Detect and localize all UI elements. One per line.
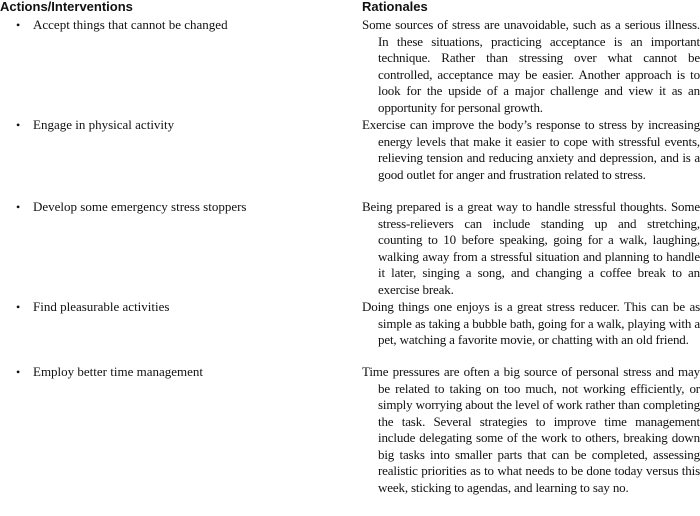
rationale-text: Doing things one enjoys is a great stress reducer. This can be as simple as taking a bubble bath, going for a walk, playing with a pet, watching a favorite movie, or chatting with an old friend. (362, 299, 700, 347)
action-text: Accept things that cannot be changed (33, 17, 228, 32)
rationale-text: Time pressures are often a big source of personal stress and may be related to taking on too much, not working efficiently, or simply worrying about the level of work rather than completing the task. Several strategies to improve time management include delegating some of the work to others, breaking down big tasks into smaller parts that can be completed, assessing realistic priorities as to what needs to be done today versus this week, sticking to agendas, and learning to say no. (362, 364, 700, 495)
bullet-icon: • (16, 365, 21, 379)
rationale-text: Exercise can improve the body’s response to stress by increasing energy levels that make it easier to cope with stressful events, relieving tension and reducing anxiety and depression, and is a good outlet for anger and frustration related to stress. (362, 117, 700, 182)
action-text: Engage in physical activity (33, 117, 175, 132)
action-text: Develop some emergency stress stoppers (33, 199, 247, 214)
bullet-icon: • (16, 300, 21, 314)
bullet-icon: • (16, 200, 21, 214)
action-text: Find pleasurable activities (33, 299, 170, 314)
header-actions-interventions: Actions/Interventions (0, 0, 133, 14)
bullet-icon: • (16, 118, 21, 132)
action-text: Employ better time management (33, 364, 204, 379)
bullet-icon: • (16, 18, 21, 32)
rationale-text: Some sources of stress are unavoidable, such as a serious illness. In these situations, practicing acceptance is an important technique. Rather than stressing over what cannot be controlled, acceptance may be easier. Another approach is to look for the upside of a major challenge and view it as an opportunity for personal growth. (362, 17, 700, 115)
rationale-text: Being prepared is a great way to handle stressful thoughts. Some stress-relievers can include standing up and stretching, counting to 10 before speaking, going for a walk, laughing, walking away from a stressful situation and planning to handle it later, singing a song, and changing a coffee break to an exercise break. (362, 199, 700, 297)
header-rationales: Rationales (362, 0, 428, 14)
